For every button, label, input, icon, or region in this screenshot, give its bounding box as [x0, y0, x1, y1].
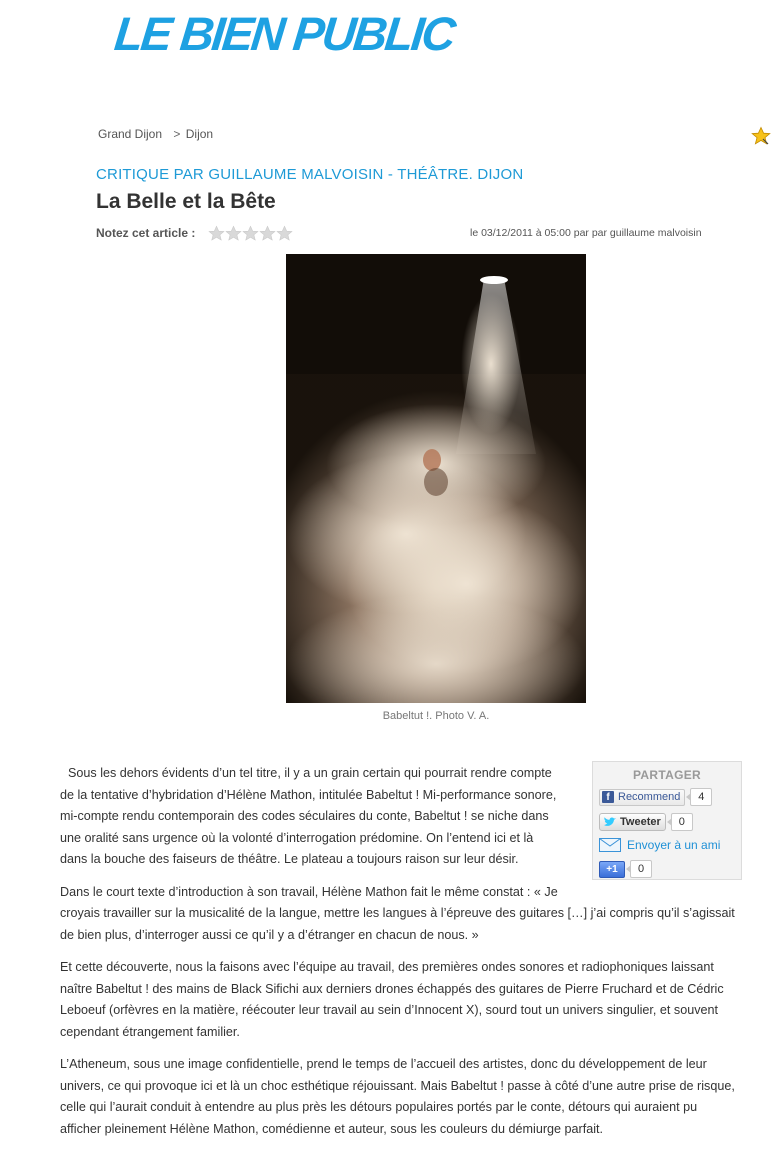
twitter-row [599, 813, 693, 831]
article-paragraph: Sous les dehors évidents d’un tel titre, il y a un grain certain qui pourrait rendre compte de la tentative d’hybridation d’Hélène Mathon, intitulée Babeltut ! Mi-performance sonore, mi-compte rendu contemporain des codes séculaires du conte, Babeltut ! se niche dans une oralité sans urgence où la volonté d’interrogation prédomine. On l’entend ici et là dans la bouche des faiseurs de théâtre. Le plateau a toujours raison sur leur désir. [60, 766, 557, 866]
star-icon[interactable] [225, 225, 242, 242]
facebook-row [599, 788, 712, 806]
breadcrumb-item-grand-dijon[interactable]: Grand Dijon [98, 127, 163, 141]
article-photo [286, 254, 586, 703]
star-icon[interactable] [208, 225, 225, 242]
breadcrumb [98, 127, 213, 141]
rating-stars[interactable] [208, 225, 293, 242]
breadcrumb-separator: > [173, 127, 181, 141]
star-icon[interactable] [276, 225, 293, 242]
email-row[interactable] [599, 838, 720, 852]
rating-label: Notez cet article : [96, 226, 196, 240]
google-plus-count: 0 [630, 860, 652, 878]
article-title: La Belle et la Bête [96, 190, 276, 213]
tweet-label: Tweeter [620, 816, 661, 828]
facebook-count: 4 [690, 788, 712, 806]
photo-caption: Babeltut !. Photo V. A. [382, 710, 490, 722]
article-byline: le 03/12/2011 à 05:00 par par guillaume malvoisin [470, 227, 702, 239]
tweet-button[interactable] [599, 813, 666, 831]
star-icon[interactable] [259, 225, 276, 242]
breadcrumb-item-dijon[interactable]: Dijon [185, 127, 214, 141]
share-title: PARTAGER [633, 768, 701, 782]
email-friend-link[interactable]: Envoyer à un ami [627, 838, 721, 852]
envelope-icon[interactable] [599, 838, 621, 852]
facebook-recommend-button[interactable] [599, 789, 685, 806]
star-icon[interactable] [242, 225, 259, 242]
tweet-count: 0 [671, 813, 693, 831]
twitter-icon [603, 816, 617, 828]
article-paragraph: Et cette découverte, nous la faisons avec l’équipe au travail, des premières ondes sonores et radiophoniques laissant naître Babeltut ! des mains de Black Sifichi aux derniers drones échappés des guitares de Pierre Fruchard et de Cédric Leboeuf (orfèvres en la matière, réécouter leur travail au sein d’Innocent X), sourd tout un univers singulier, et souvent cependant étrangement familier. [60, 960, 724, 1039]
star-icon[interactable] [751, 126, 771, 146]
site-logo[interactable]: LE BIEN PUBLIC [112, 7, 457, 60]
article-paragraph: Dans le court texte d’introduction à son travail, Hélène Mathon fait le même constat : « Je croyais travailler sur la musicalité de la langue, mettre les langues à l’épreuve des guitares […] j’ai compris qu’il s’agissait de bien plus, d’interroger aussi ce qu’il y a d’étranger en chacun de nous. » [60, 884, 735, 942]
article-kicker: CRITIQUE PAR GUILLAUME MALVOISIN - THÉÂTRE. DIJON [96, 166, 524, 183]
article-body [60, 763, 741, 1151]
facebook-recommend-label: Recommend [618, 791, 681, 803]
google-plus-one-button[interactable]: +1 [599, 861, 625, 878]
article-paragraph: L’Atheneum, sous une image confidentielle, prend le temps de l’accueil des artistes, donc du développement de leur univers, ce qui provoque ici et là un choc esthétique réjouissant. Mais Babeltut ! passe à côté d’une autre prise de risque, celle qui l’aurait conduit à entendre au plus près les détours populaires portés par le conte, détours qui auraient pu afficher pleinement Hélène Mathon, comédienne et auteur, sous les couleurs du démiurge parfait. [60, 1057, 735, 1136]
facebook-icon: f [602, 791, 614, 803]
share-box [592, 761, 742, 880]
google-row [599, 860, 652, 878]
